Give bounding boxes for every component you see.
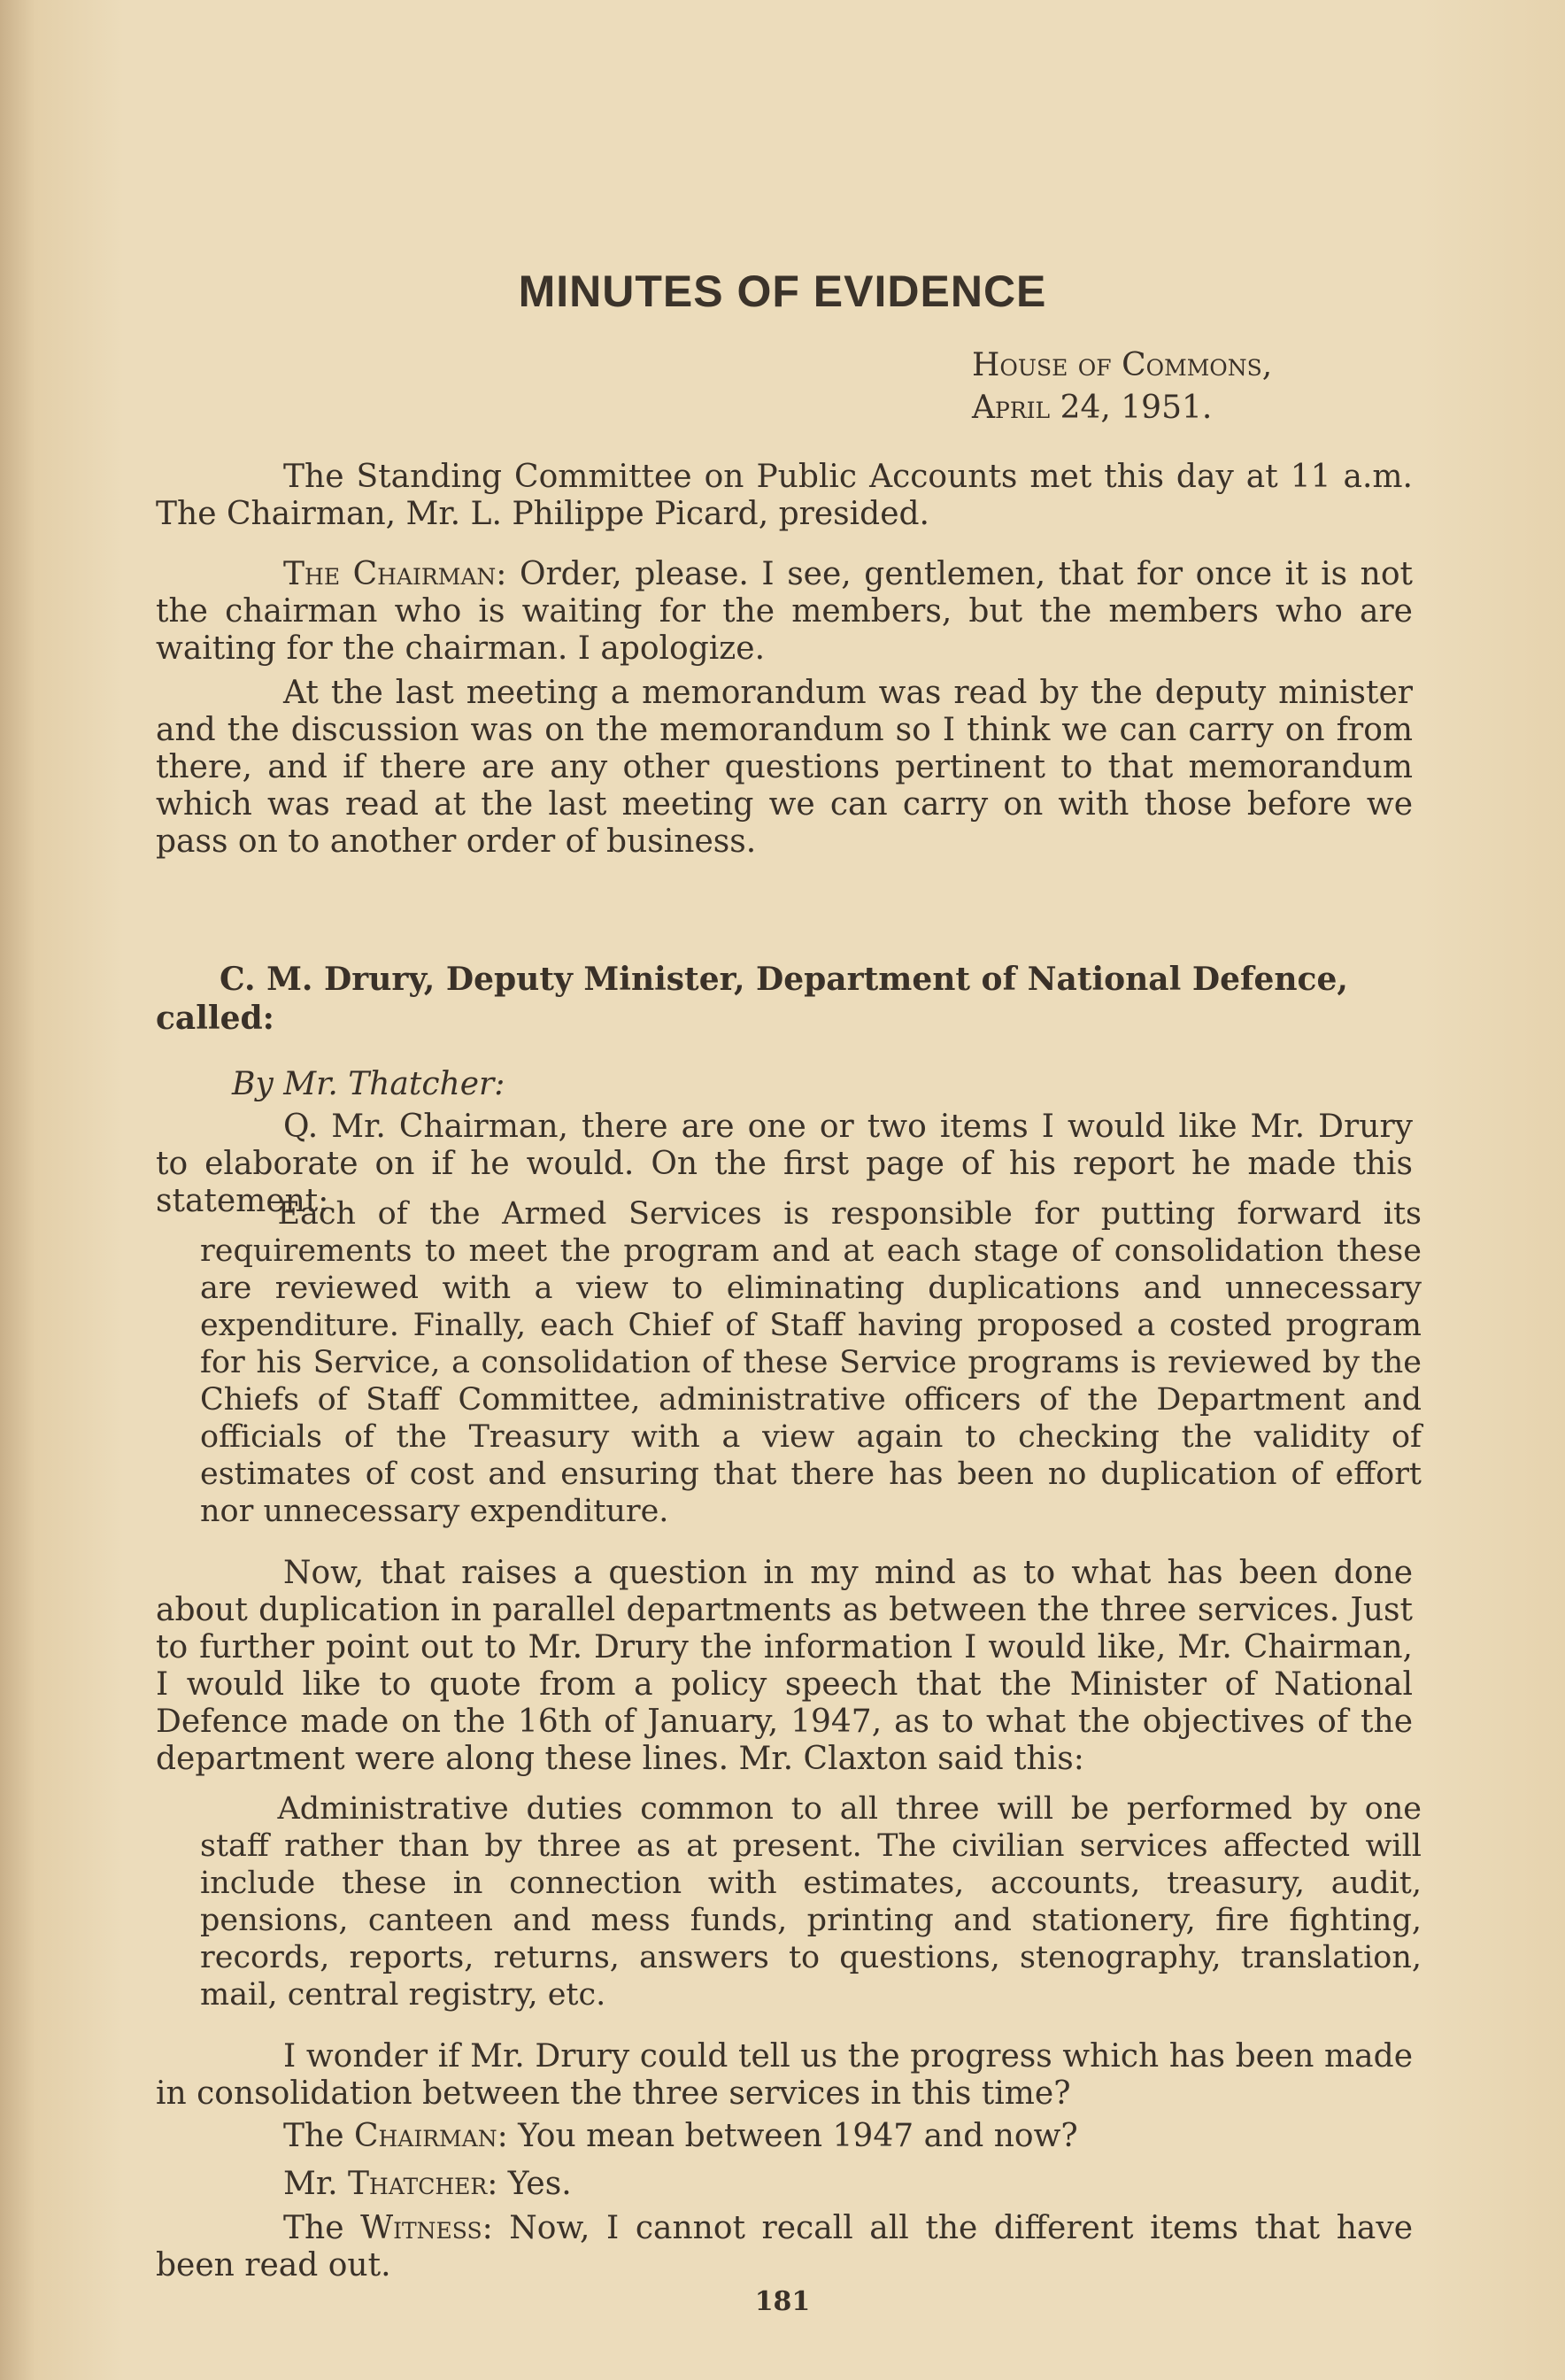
page-title: MINUTES OF EVIDENCE (518, 267, 1047, 316)
exchange-prefix: The (283, 2118, 354, 2154)
exchange-thatcher (156, 2166, 1413, 2203)
chairman-opening-text: : Order, please. I see, gentlemen, that for once it is not the chairman who is waiting for the members, but the members who are waiting for the chairman. I apologize. (156, 556, 1413, 667)
exchange-prefix: The (283, 2210, 361, 2246)
consolidation-question: I wonder if Mr. Drury could tell us the progress which has been made in consolidation between the three services in this time? (156, 2038, 1413, 2112)
question-paragraph: Q. Mr. Chairman, there are one or two items I would like Mr. Drury to elaborate on if he would. On the first page of his report he made this statement: (156, 1109, 1413, 1219)
dateline-date: April 24, 1951. (972, 390, 1213, 426)
exchange-text: : You mean between 1947 and now? (497, 2118, 1078, 2154)
exchange-witness (156, 2210, 1413, 2284)
report-quotation: Each of the Armed Services is responsible for putting forward its requirements to meet the program and at each stage of consolidation these are reviewed with a view to eliminating duplications and unnecessary expenditure. Finally, each Chief of Staff having proposed a costed program for his Service, a consolidation of these Service programs is reviewed by the Chiefs of Staff Committee, administrative officers of the Department and officials of the Treasury with a view again to checking the validity of estimates of cost and ensuring that there has been no duplication of effort nor unnecessary expenditure. (200, 1196, 1422, 1529)
exchange-text: : Yes. (487, 2166, 572, 2202)
exchange-text: : Now, I cannot recall all the different items that have been read out. (156, 2210, 1413, 2283)
memorandum-paragraph: At the last meeting a memorandum was read by the deputy minister and the discussion was on the memorandum so I think we can carry on from there, and if there are any other questions pertinent to that memorandum which was read at the last meeting we can carry on with those before we pass on to another order of business. (156, 675, 1413, 860)
witness-heading: C. M. Drury, Deputy Minister, Department of National Defence, called: (156, 961, 1348, 1037)
speaker-witness: Witness (360, 2210, 482, 2246)
speaker-chairman: Chairman (353, 2118, 497, 2154)
duplication-paragraph: Now, that raises a question in my mind as to what has been done about duplication in parallel departments as between the three services. Just to further point out to Mr. Drury the information I would like, Mr. Chairman, I would like to quote from a policy speech that the Minister of National Defence made on the 16th of January, 1947, as to what the objectives of the department were along these lines. Mr. Claxton said this: (156, 1555, 1413, 1777)
policy-speech-quotation: Administrative duties common to all three will be performed by one staff rather than by three as at present. The civilian services affected will include these in connection with estimates, accounts, treasury, audit, pensions, canteen and mess funds, printing and stationery, fire fighting, records, reports, returns, answers to questions, stenography, translation, mail, central registry, etc. (200, 1791, 1422, 2013)
exchange-prefix: Mr. (283, 2166, 349, 2202)
page-number: 181 (754, 2286, 811, 2317)
exchange-chairman (156, 2118, 1413, 2155)
intro-paragraph: The Standing Committee on Public Accounts met this day at 11 a.m. The Chairman, Mr. L. Philippe Picard, presided. (156, 459, 1413, 532)
dateline-place: House of Commons, (972, 347, 1273, 383)
speaker-chairman: The Chairman (283, 556, 497, 592)
questioner-byline: By Mr. Thatcher: (232, 1066, 505, 1102)
speaker-thatcher: Thatcher (348, 2166, 488, 2202)
chairman-opening-paragraph (156, 556, 1413, 668)
